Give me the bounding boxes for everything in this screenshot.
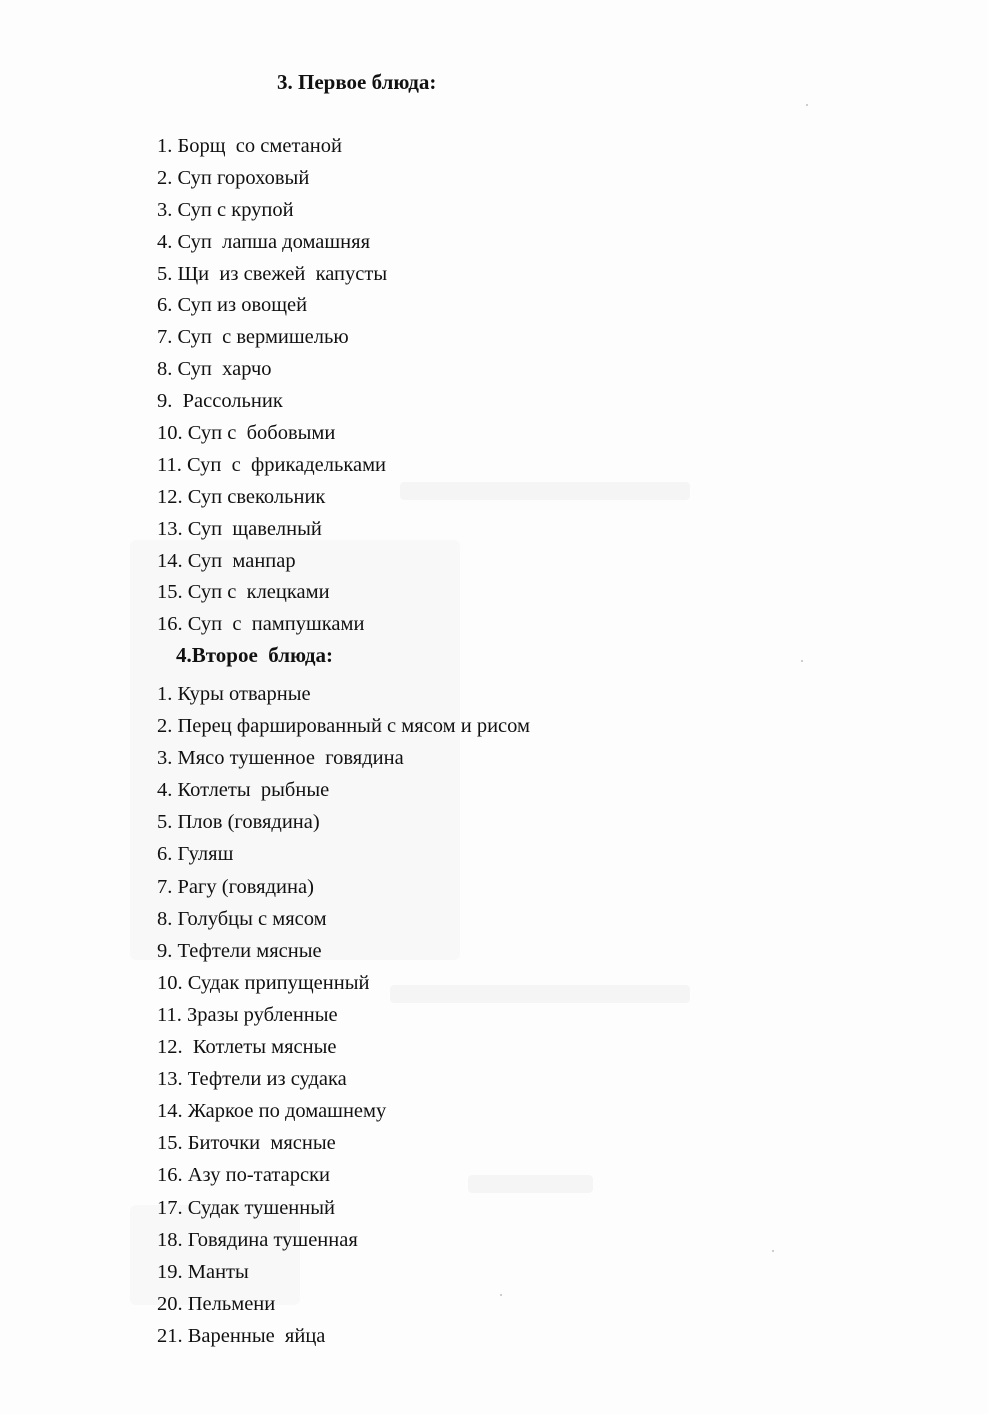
show-through-smudge — [400, 482, 690, 500]
list-item: 21. Варенные яйца — [157, 1324, 326, 1347]
list-item: 14. Суп манпар — [157, 549, 296, 572]
paper-speck — [801, 660, 803, 662]
list-item: 7. Суп с вермишелью — [157, 326, 349, 349]
list-item: 11. Зразы рубленные — [157, 1003, 338, 1026]
list-item: 13. Тефтели из судака — [157, 1068, 347, 1091]
list-item: 1. Борщ со сметаной — [157, 135, 342, 157]
second-courses-heading: 4.Второе блюда: — [176, 643, 334, 667]
list-item: 10. Суп с бобовыми — [157, 422, 336, 445]
list-item: 9. Тефтели мясные — [157, 939, 322, 962]
list-item: 10. Судак припущенный — [157, 971, 370, 994]
list-item: 6. Суп из овощей — [157, 294, 308, 317]
list-item: 20. Пельмени — [157, 1292, 276, 1315]
list-item: 4. Котлеты рыбные — [157, 779, 330, 802]
list-item: 11. Суп с фрикадельками — [157, 453, 387, 476]
list-item: 18. Говядина тушенная — [157, 1228, 358, 1251]
list-item: 5. Плов (говядина) — [157, 811, 320, 834]
list-item: 12. Котлеты мясные — [157, 1036, 337, 1059]
list-item: 14. Жаркое по домашнему — [157, 1100, 387, 1123]
list-item: 2. Перец фаршированный с мясом и рисом — [157, 715, 530, 738]
paper-speck — [806, 104, 808, 106]
list-item: 8. Голубцы с мясом — [157, 907, 327, 930]
list-item: 15. Суп с клецками — [157, 581, 330, 604]
list-item: 5. Щи из свежей капусты — [157, 262, 388, 285]
first-courses-heading: 3. Первое блюда: — [277, 70, 437, 94]
list-item: 3. Суп с крупой — [157, 198, 294, 221]
list-item: 7. Рагу (говядина) — [157, 875, 314, 898]
list-item: 12. Суп свекольник — [157, 485, 326, 508]
paper-speck — [772, 1250, 774, 1252]
list-item: 6. Гуляш — [157, 843, 234, 866]
list-item: 3. Мясо тушенное говядина — [157, 747, 404, 770]
list-item: 13. Суп щавелный — [157, 517, 322, 540]
second-courses-list — [157, 681, 530, 1355]
list-item: 1. Куры отварные — [157, 683, 311, 705]
first-courses-list — [157, 133, 387, 643]
list-item: 17. Судак тушенный — [157, 1196, 335, 1219]
list-item: 16. Азу по-татарски — [157, 1164, 331, 1187]
list-item: 15. Биточки мясные — [157, 1132, 336, 1155]
list-item: 16. Суп с пампушками — [157, 613, 365, 636]
list-item: 8. Суп харчо — [157, 358, 272, 381]
list-item: 4. Суп лапша домашняя — [157, 230, 371, 253]
list-item: 2. Суп гороховый — [157, 166, 310, 189]
list-item: 19. Манты — [157, 1260, 249, 1283]
list-item: 9. Рассольник — [157, 390, 283, 413]
